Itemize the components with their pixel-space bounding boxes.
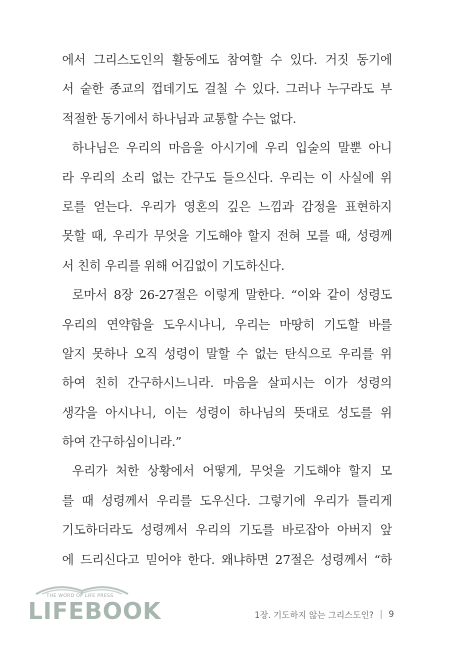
text-line: 적절한 동기에서 하나님과 교통할 수는 없다. — [62, 110, 297, 126]
paragraph-3 — [62, 280, 392, 456]
text-line: 우리가 처한 상황에서 어떻게, 무엇을 기도해야 할지 모 — [72, 463, 392, 479]
text-line: 라 우리의 소리 없는 간구도 들으신다. 우리는 이 사실에 위 — [62, 169, 392, 185]
text-line: 우리의 연약함을 도우시나니, 우리는 마땅히 기도할 바를 — [62, 316, 392, 332]
text-line: 로를 얻는다. 우리가 영혼의 깊은 느낌과 감정을 표현하지 — [62, 198, 392, 214]
logo-tagline: THE WORD OF LIFE PRESS — [46, 594, 114, 599]
text-line: 못할 때, 우리가 무엇을 기도해야 할지 전혀 모를 때, 성령께 — [62, 228, 392, 244]
logo-wordmark: LIFEBOOK — [28, 599, 162, 625]
text-line: 서 친히 우리를 위해 어김없이 기도하신다. — [62, 257, 285, 273]
text-line: 에 드리신다고 믿어야 한다. 왜냐하면 27절은 성령께서 “하 — [62, 551, 392, 567]
text-line: 로마서 8장 26-27절은 이렇게 말한다. “이와 같이 성령도 — [72, 287, 392, 303]
paragraph-4 — [62, 456, 392, 574]
text-line: 기도하더라도 성령께서 우리의 기도를 바로잡아 아버지 앞 — [62, 522, 392, 538]
text-line: 알지 못하나 오직 성령이 말할 수 없는 탄식으로 우리를 위 — [62, 345, 392, 361]
text-line: 하나님은 우리의 마음을 아시기에 우리 입술의 말뿐 아니 — [72, 140, 392, 156]
page-footer — [254, 609, 394, 621]
body-text — [62, 45, 392, 574]
text-line: 생각을 아시나니, 이는 성령이 하나님의 뜻대로 성도를 위 — [62, 404, 392, 420]
text-line: 서 숱한 종교의 껍데기도 걸칠 수 있다. 그러나 누구라도 부 — [62, 81, 392, 97]
text-line: 하여 친히 간구하시느니라. 마음을 살피시는 이가 성령의 — [62, 375, 392, 391]
chapter-title: 1장. 기도하지 않는 그리스도인? — [254, 611, 374, 621]
text-line: 에서 그리스도인의 활동에도 참여할 수 있다. 거짓 동기에 — [62, 52, 392, 67]
text-line: 를 때 성령께서 우리를 도우신다. 그렇기에 우리가 틀리게 — [62, 492, 392, 508]
footer-separator: | — [379, 610, 383, 620]
publisher-logo — [28, 580, 162, 632]
paragraph-1 — [62, 45, 392, 133]
page-number: 9 — [388, 610, 394, 620]
paragraph-2 — [62, 133, 392, 280]
text-line: 하여 간구하심이니라.” — [62, 434, 182, 450]
